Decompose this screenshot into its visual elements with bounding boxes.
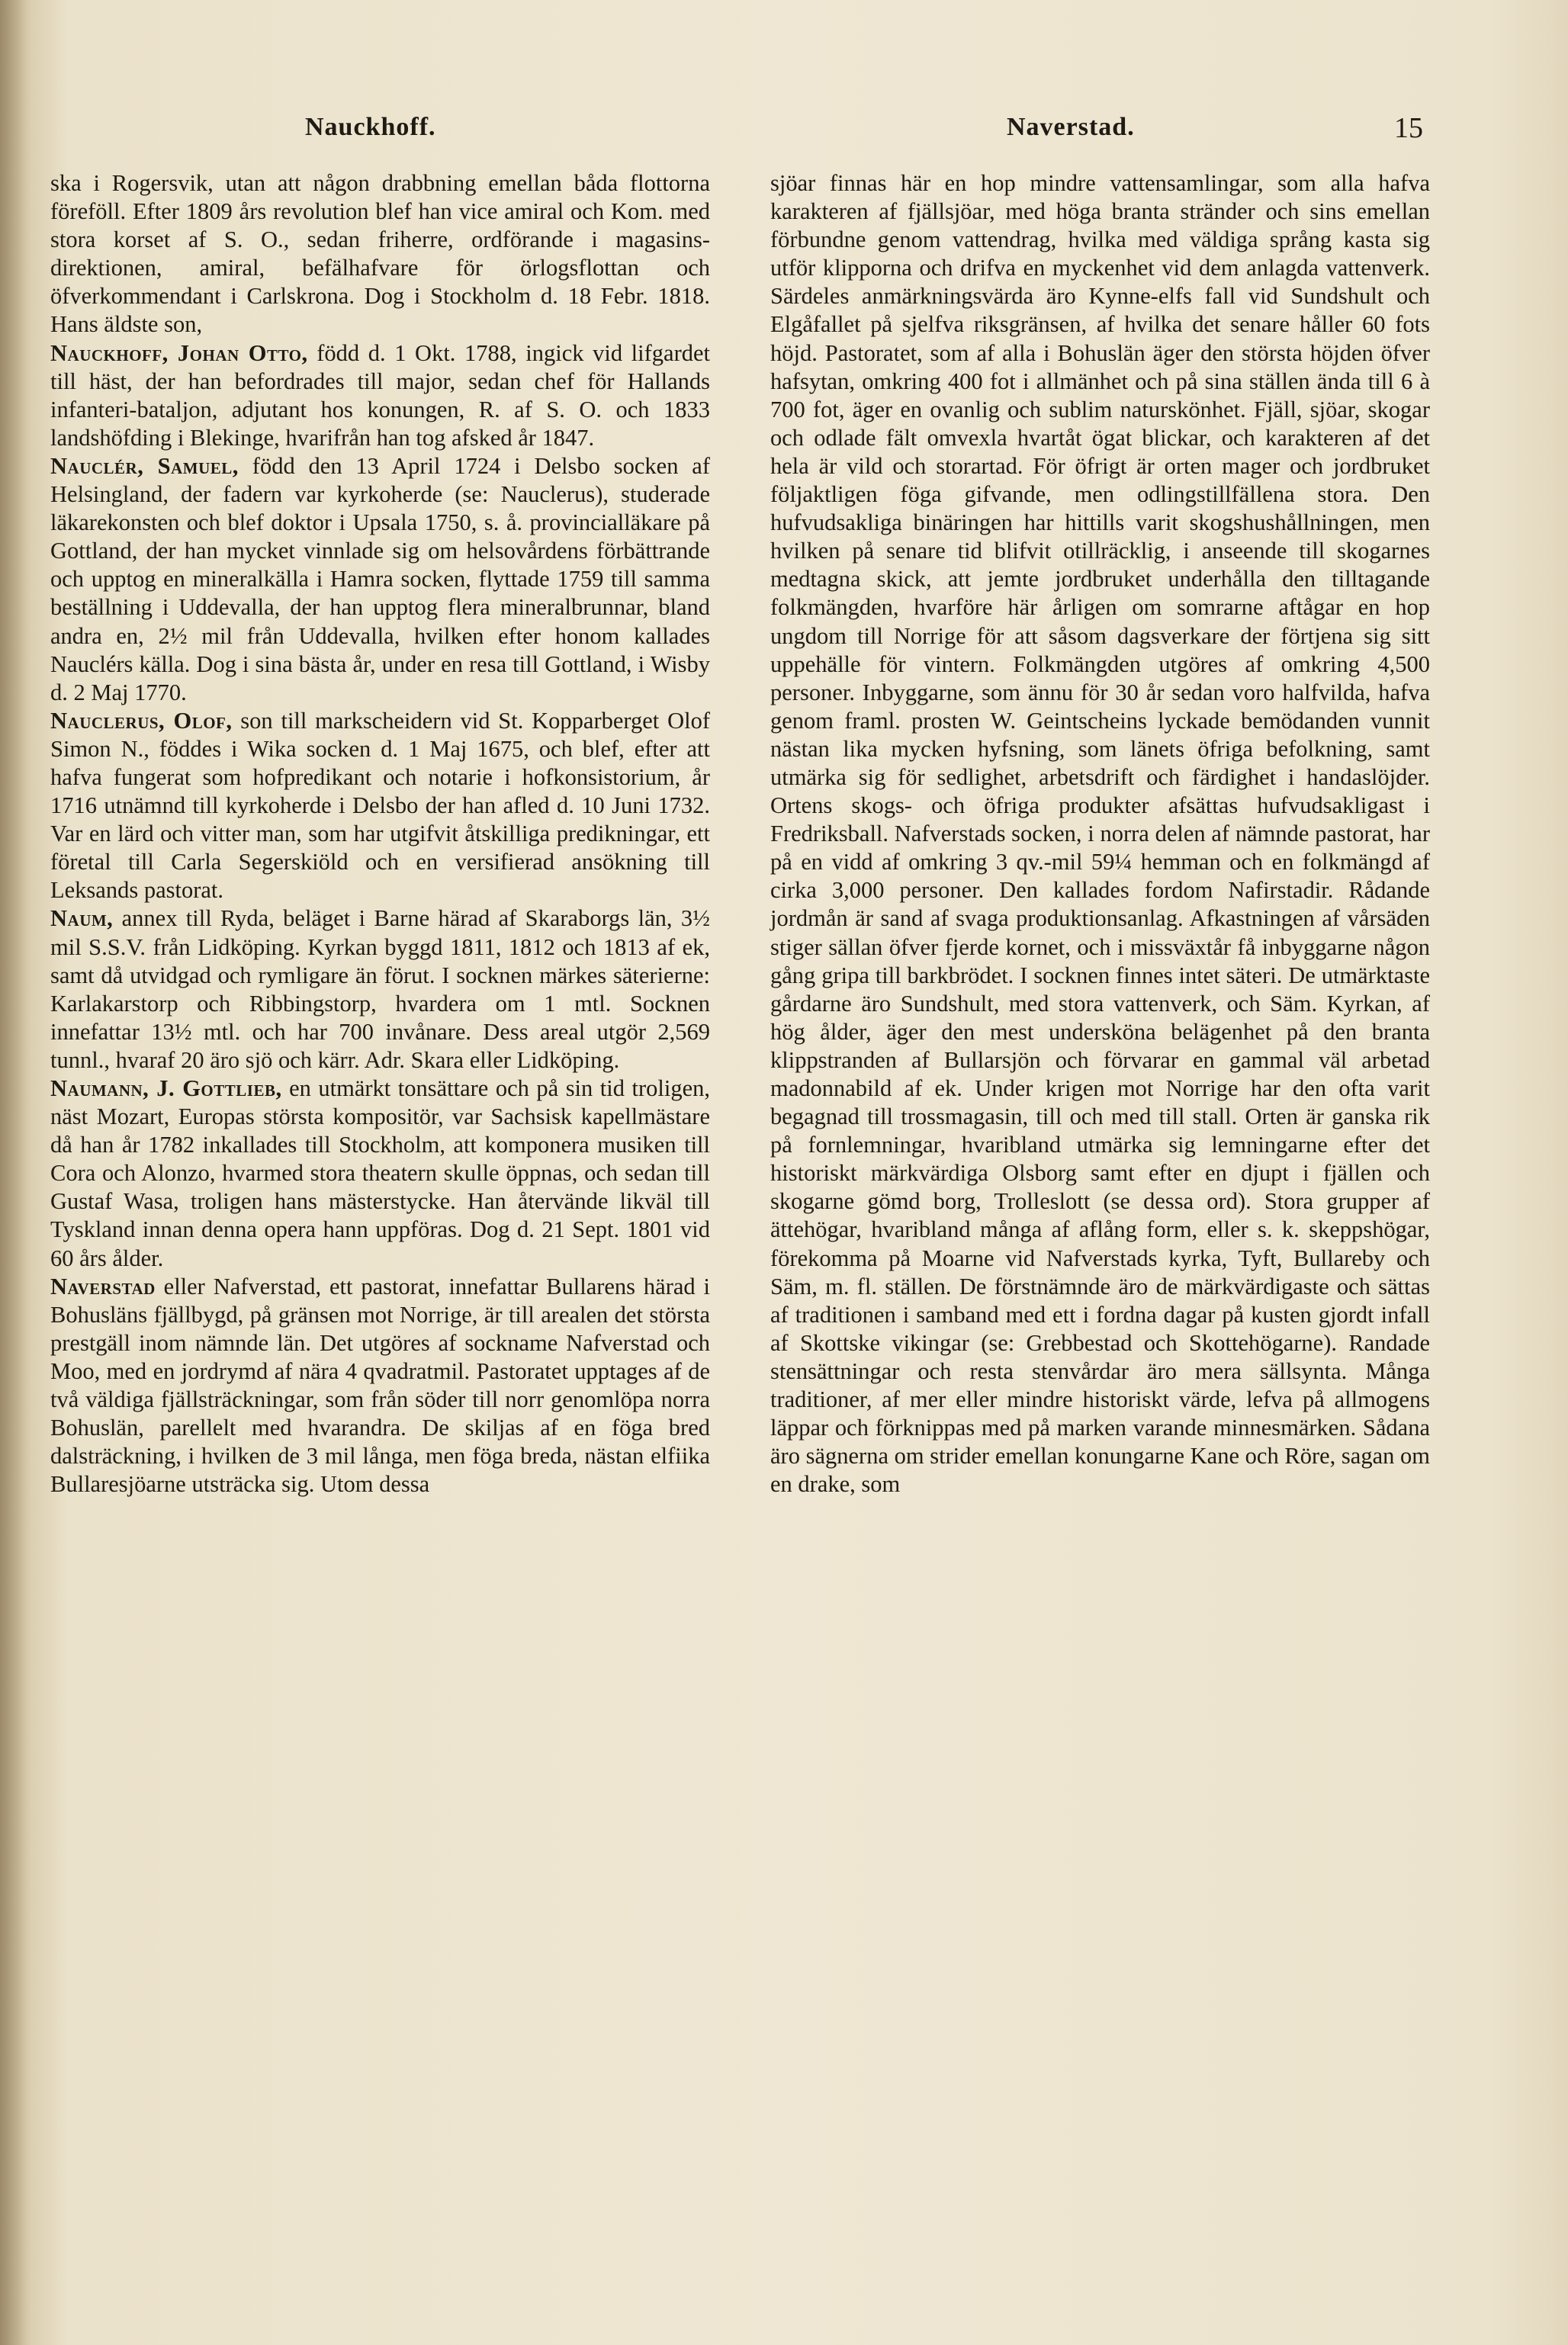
- running-head-left: Nauckhoff.: [305, 113, 436, 141]
- entry-text: en utmärkt tonsättare och på sin tid troligen, näst Mozart, Europas största kompositör, var Sachsisk kapellmästare då han år 1782 inkallades till Stockholm, att komponera musiken till Cora och Alonzo, hvarmed stora theatern skulle öppnas, och sedan till Gustaf Wasa, troligen hans mästerstycke. Han återvände likväl till Tyskland innan denna opera hann uppföras. Dog d. 21 Sept. 1801 vid 60 års ålder.: [50, 1075, 710, 1271]
- entry-text: eller Nafverstad, ett pastorat, innefattar Bullarens härad i Bohusläns fjällbygd, på gränsen mot Norrige, är till arealen det största prestgäll inom nämnde län. Det utgöres af sockname Nafverstad och Moo, med en jordrymd af nära 4 qvadratmil. Pastoratet upptages af de två väldiga fjällsträckningar, som från söder till norr genomlöpa norra Bohuslän, parellelt med hvarandra. De skiljas af en föga bred dalsträckning, i hvilken de 3 mil långa, men föga breda, nästan elfiika Bullaresjöarne utsträcka sig. Utom dessa: [50, 1273, 710, 1498]
- entry-paragraph: [50, 1075, 710, 1273]
- entry-head: Naum,: [50, 905, 114, 932]
- right-column: [770, 169, 1430, 1499]
- entry-head: Naverstad: [50, 1273, 156, 1299]
- binding-shadow: [0, 0, 31, 2345]
- entry-head: Nauckhoff, Johan Otto,: [50, 339, 308, 366]
- entry-paragraph: [50, 904, 710, 1075]
- entry-head: Naumann, J. Gottlieb,: [50, 1075, 282, 1101]
- left-column: [50, 169, 710, 1499]
- entry-head: Nauclerus, Olof,: [50, 707, 233, 734]
- entry-text: son till markscheidern vid St. Kopparberget Olof Simon N., föddes i Wika socken d. 1 Maj 1675, och blef, efter att hafva fungerat som hofpredikant och notarie i hofkonsistorium, år 1716 utnämnd till kyrkoherde i Delsbo der han afled d. 10 Juni 1732. Var en lärd och vitter man, som har utgifvit åtskilliga predikningar, ett företal till Carla Segerskiöld och en versifierad ansökning till Leksands pastorat.: [50, 707, 710, 904]
- running-head-right: Naverstad.: [1007, 113, 1135, 141]
- page-number: 15: [1394, 112, 1423, 144]
- entry-text: född d. 1 Okt. 1788, ingick vid lifgardet till häst, der han befordrades till major, sedan chef för Hallands infanteri-bataljon, adjutant hos konungen, R. af S. O. och 1833 landshöfding i Blekinge, hvarifrån han tog afsked år 1847.: [50, 339, 710, 451]
- entry-paragraph: [50, 452, 710, 707]
- entry-text: född den 13 April 1724 i Delsbo socken af Helsingland, der fadern var kyrkoherde (se: Nauclerus), studerade läkarekonsten och blef doktor i Upsala 1750, s. å. provincialläkare på Gottland, der han mycket vinnlade sig om helsovårdens förbättrande och upptog en mineralkälla i Hamra socken, flyttade 1759 till samma beställning i Uddevalla, der han upptog flera mineralbrunnar, bland andra en, 2½ mil från Uddevalla, hvilken efter honom kallades Nauclérs källa. Dog i sina bästa år, under en resa till Gottland, i Wisby d. 2 Maj 1770.: [50, 452, 710, 705]
- entry-paragraph: [50, 1273, 710, 1499]
- entry-text: annex till Ryda, beläget i Barne härad af Skaraborgs län, 3½ mil S.S.V. från Lidköping. Kyrkan byggd 1811, 1812 och 1813 af ek, samt då utvidgad och rymligare än förut. I socknen märkes säterierne: Karlakarstorp och Ribbingstorp, hvardera om 1 mtl. Socknen innefattar 13½ mtl. och har 700 invånare. Dess areal utgör 2,569 tunnl., hvaraf 20 äro sjö och kärr. Adr. Skara eller Lidköping.: [50, 905, 710, 1073]
- entry-paragraph: [50, 707, 710, 905]
- entry-paragraph: [770, 169, 1430, 1499]
- entry-head: Nauclér, Samuel,: [50, 452, 239, 479]
- entry-paragraph: [50, 339, 710, 452]
- entry-text: sjöar finnas här en hop mindre vattensamlingar, som alla hafva karakteren af fjällsjöar, med höga branta stränder och sins emellan förbundne genom vattendrag, hvilka med väldiga språng kasta sig utför klipporna och drifva en myckenhet vid dem anlagda vattenverk. Särdeles anmärkningsvärda äro Kynne-elfs fall vid Sundshult och Elgåfallet på sjelfva riksgränsen, af hvilka det senare håller 60 fots höjd. Pastoratet, som af alla i Bohuslän äger den största höjden öfver hafsytan, omkring 400 fot i allmänhet och på sina ställen ända till 6 à 700 fot, äger en ovanlig och sublim naturskönhet. Fjäll, sjöar, skogar och odlade fält omvexla hvartåt ögat blickar, och karakteren af det hela är vild och storartad. För öfrigt är orten mager och jordbruket följaktligen föga gifvande, men odlingstillfällena stora. Den hufvudsakliga binäringen har hittills varit skogshushållningen, men hvilken på senare tid blifvit otillräcklig, i anseende till skogarnes medtagna skick, att jemte jordbruket underhålla den tilltagande folkmängden, hvarföre här årligen om somrarne aftågar en hop ungdom till Norrige för att såsom dagsverkare der förtjena sig sitt uppehälle för vintern. Folkmängden utgöres af omkring 4,500 personer. Inbyggarne, som ännu för 30 år sedan voro halfvilda, hafva genom framl. prosten W. Geintscheins lyckade bemödanden vunnit nästan lika mycken hyfsning, som länets öfriga befolkning, samt utmärka sig för sedlighet, arbetsdrift och färdighet i handaslöjder. Ortens skogs- och öfriga produkter afsättas hufvudsakligast i Fredriksball. Nafverstads socken, i norra delen af nämnde pastorat, har på en vidd af omkring 3 qv.-mil 59¼ hemman och en folkmängd af cirka 3,000 personer. Den kallades fordom Nafirstadir. Rådande jordmån är sand af svaga produktionsanlag. Afkastningen af vårsäden stiger sällan öfver fjerde kornet, och i missväxtår få inbyggarne någon gång gripa till barkbrödet. I socknen finnes intet säteri. De utmärktaste gårdarne äro Sundshult, med stora vattenverk, och Säm. Kyrkan, af hög ålder, äger den mest undersköna belägenhet på den branta klippstranden af Bullarsjön och förvarar en gammal väl arbetad madonnabild af ek. Under krigen mot Norrige har den ofta varit begagnad till trossmagasin, till och med till stall. Orten är ganska rik på fornlemningar, hvaribland utmärka sig lemningarne efter det historiskt märkvärdiga Olsborg samt efter en djupt i fjällen och skogarne gömd borg, Trolleslott (se dessa ord). Stora grupper af ättehögar, hvaribland många af aflång form, eller s. k. skeppshögar, förekomma på Moarne vid Nafverstads kyrka, Tyft, Bullareby och Säm, m. fl. ställen. De förstnämnde äro de märkvärdigaste och sättas af traditionen i samband med ett i fordna dagar på kusten gjordt infall af Skottske vikingar (se: Grebbestad och Skottehögarne). Randade stensättningar och resta stenvårdar äro mera sällsynta. Många traditioner, af mer eller mindre historiskt värde, lefva på allmogens läppar och förknippas med på marken varande minnesmärken. Sådana äro sägnerna om strider emellan konungarne Kane och Röre, sagan om en drake, som: [770, 170, 1430, 1498]
- entry-paragraph: [50, 169, 710, 339]
- entry-text: ska i Rogersvik, utan att någon drabbning emellan båda flottorna föreföll. Efter 1809 års revolution blef han vice amiral och Kom. med stora korset af S. O., sedan friherre, ordförande i magasins-direktionen, amiral, befälhafvare för örlogsflottan och öfverkommendant i Carlskrona. Dog i Stockholm d. 18 Febr. 1818. Hans äldste son,: [50, 170, 710, 338]
